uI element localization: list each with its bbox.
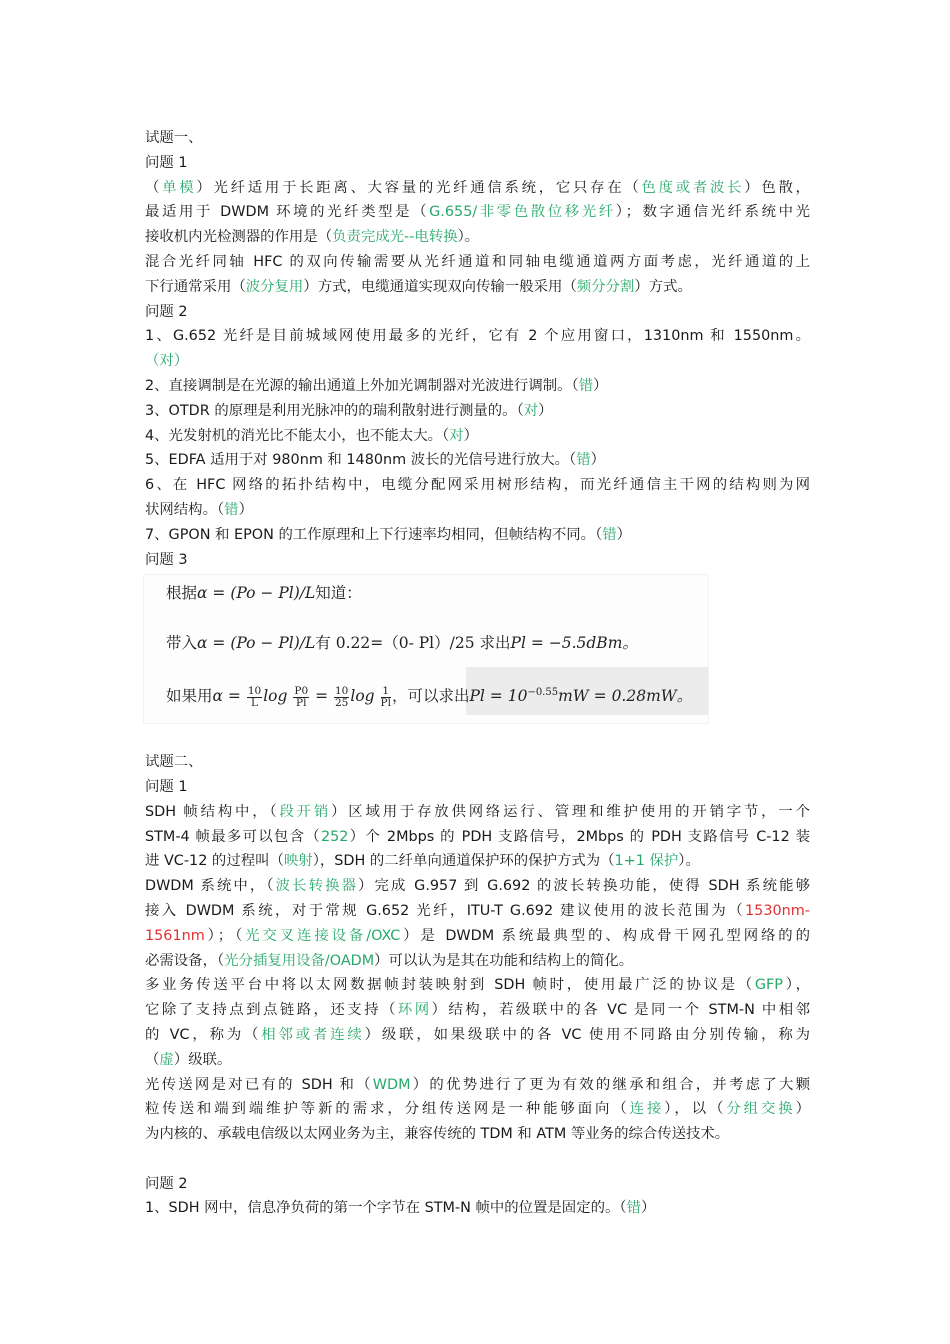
paragraph-line: 多业务传送平台中将以太网数据帧封装映射到 SDH 帧时，使用最广泛的协议是（GFP）， — [145, 977, 810, 994]
question-heading: 问题 1 — [145, 154, 188, 171]
answer-text: 光分插复用设备/OADM — [224, 952, 375, 969]
answer-text: WDM — [372, 1076, 411, 1093]
list-item: 1、SDH 网中，信息净负荷的第一个字节在 STM-N 帧中的位置是固定的。（错） — [145, 1200, 656, 1217]
list-item: 4、光发射机的消光比不能太小，也不能太大。（对） — [145, 427, 478, 444]
answer-text: 对 — [523, 402, 539, 419]
paragraph-line: 必需设备，（光分插复用设备/OADM）可以认为是其在功能和结构上的简化。 — [145, 952, 634, 969]
list-item: 3、OTDR 的原理是利用光脉冲的的瑞利散射进行测量的。（对） — [145, 402, 553, 419]
paragraph-line: 进 VC-12 的过程叫（映射），SDH 的二纤单向通道保护环的保护方式为（1+1 保护）。 — [145, 853, 700, 870]
formula-image — [143, 574, 709, 724]
paragraph-line: SDH 帧结构中，（段开销）区域用于存放供网络运行、管理和维护使用的开销字节，一个 — [145, 803, 810, 820]
paragraph-line: 光传送网是对已有的 SDH 和（WDM）的优势进行了更为有效的继承和组合，并考虑了大颗 — [145, 1076, 810, 1093]
answer-text: 连接 — [629, 1101, 665, 1118]
answer-text: 波长转换器 — [275, 878, 359, 895]
answer-text: 错 — [578, 377, 594, 394]
paragraph-line: （虚）级联。 — [145, 1051, 232, 1068]
answer-text: 段开销 — [279, 803, 332, 820]
answer-text: 波分复用 — [245, 278, 304, 295]
answer-text: 错 — [576, 452, 591, 469]
answer-text: 负责完成光--电转换 — [332, 229, 458, 246]
answer-text: 错 — [626, 1200, 641, 1217]
document-body — [145, 126, 810, 1221]
question-heading: 问题 2 — [145, 1175, 188, 1192]
paragraph-line: （单模）光纤适用于长距离、大容量的光纤通信系统，它只存在（色度或者波长）色散， — [145, 179, 810, 196]
answer-text: G.655/非零色散位移光纤 — [429, 204, 616, 221]
question-heading: 问题 2 — [145, 303, 188, 320]
list-item: 2、直接调制是在光源的输出通道上外加光调制器对光波进行调制。（错） — [145, 377, 608, 394]
list-item: 5、EDFA 适用于对 980nm 和 1480nm 波长的光信号进行放大。（错） — [145, 452, 606, 469]
question-heading: 问题 1 — [145, 778, 188, 795]
section-title: 试题一、 — [145, 130, 203, 146]
formula-line: 带入α = (Po − Pl)/L有 0.22=（0- Pl）/25 求出Pl = −5.5dBm。 — [166, 634, 638, 653]
list-item: 1、G.652 光纤是目前城域网使用最多的光纤，它有 2 个应用窗口，1310nm 和 1550nm。 — [145, 328, 810, 345]
paragraph-line: 接入 DWDM 系统，对于常规 G.652 光纤，ITU-T G.692 建议使用的波长范围为（1530nm- — [145, 902, 810, 919]
answer-text: 对 — [449, 427, 464, 444]
answer-text: 相邻或者连续 — [261, 1026, 365, 1043]
paragraph-line: 下行通常采用（波分复用）方式，电缆通道实现双向传输一般采用（频分分割）方式。 — [145, 278, 692, 295]
paragraph-line: 1561nm）；（光交叉连接设备/OXC）是 DWDM 系统最典型的、构成骨干网孔型网络的的 — [145, 927, 810, 944]
answer-text: GFP — [754, 977, 783, 994]
answer-text: 色度或者波长 — [641, 179, 745, 196]
paragraph-line: 最适用于 DWDM 环境的光纤类型是（G.655/非零色散位移光纤）；数字通信光纤系统中光 — [145, 204, 810, 221]
paragraph-line: 粒传送和端到端维护等新的需求，分组传送网是一种能够面向（连接），以（分组交换） — [145, 1101, 810, 1118]
paragraph-line: 接收机内光检测器的作用是（负责完成光--电转换）。 — [145, 229, 480, 246]
answer-text: 虚 — [159, 1051, 174, 1068]
answer-text: 映射 — [283, 853, 313, 870]
answer-text: 单模 — [162, 179, 197, 196]
answer-text: 1+1 保护 — [614, 853, 679, 870]
answer-text: 光交叉连接设备/OXC — [245, 927, 401, 944]
answer-text: 错 — [224, 501, 239, 518]
paragraph-line: 的 VC，称为（相邻或者连续）级联，如果级联中的各 VC 使用不同路由分别传输，称为 — [145, 1026, 810, 1043]
list-item: （对） — [145, 353, 189, 370]
answer-text: 错 — [602, 526, 617, 543]
spacer — [145, 1147, 810, 1172]
answer-text: 分组交换 — [726, 1101, 796, 1118]
answer-text: 252 — [320, 828, 349, 845]
answer-text: 环网 — [397, 1002, 432, 1019]
formula-line: 如果用α = $\frac{10}{L}$ log $\frac{P0}{Pl}$ = $\frac{10}{25}$ log $\frac{1}{Pl}$ ，可以求出$Pl = 10^{-0.55}mW = 0.28mW$。 — [166, 685, 693, 709]
paragraph-line: 它除了支持点到点链路，还支持（环网）结构，若级联中的各 VC 是同一个 STM-N 中相邻 — [145, 1002, 810, 1019]
formula-line: 根据α = (Po − Pl)/L知道： — [166, 584, 362, 603]
list-item: 7、GPON 和 EPON 的工作原理和上下行速率均相同，但帧结构不同。（错） — [145, 526, 632, 543]
answer-text: 对 — [159, 353, 174, 370]
paragraph-line: DWDM 系统中，（波长转换器）完成 G.957 到 G.692 的波长转换功能，使得 SDH 系统能够 — [145, 878, 810, 895]
answer-text: 频分分割 — [576, 278, 635, 295]
answer-text: 1561nm — [145, 927, 205, 944]
list-item: 状网结构。（错） — [145, 501, 253, 518]
spacer — [145, 725, 810, 750]
list-item: 6、在 HFC 网络的拓扑结构中，电缆分配网采用树形结构，而光纤通信主干网的结构则为网 — [145, 477, 810, 494]
paragraph-line: STM-4 帧最多可以包含（252）个 2Mbps 的 PDH 支路信号，2Mbps 的 PDH 支路信号 C-12 装 — [145, 828, 810, 845]
paragraph-line: 混合光纤同轴 HFC 的双向传输需要从光纤通道和同轴电缆通道两方面考虑，光纤通道的上 — [145, 253, 810, 270]
section-title: 试题二、 — [145, 754, 203, 771]
paragraph-line: 为内核的、承载电信级以太网业务为主，兼容传统的 TDM 和 ATM 等业务的综合传送技术。 — [145, 1126, 730, 1143]
answer-text: 1530nm- — [745, 902, 810, 919]
question-heading: 问题 3 — [145, 551, 188, 568]
